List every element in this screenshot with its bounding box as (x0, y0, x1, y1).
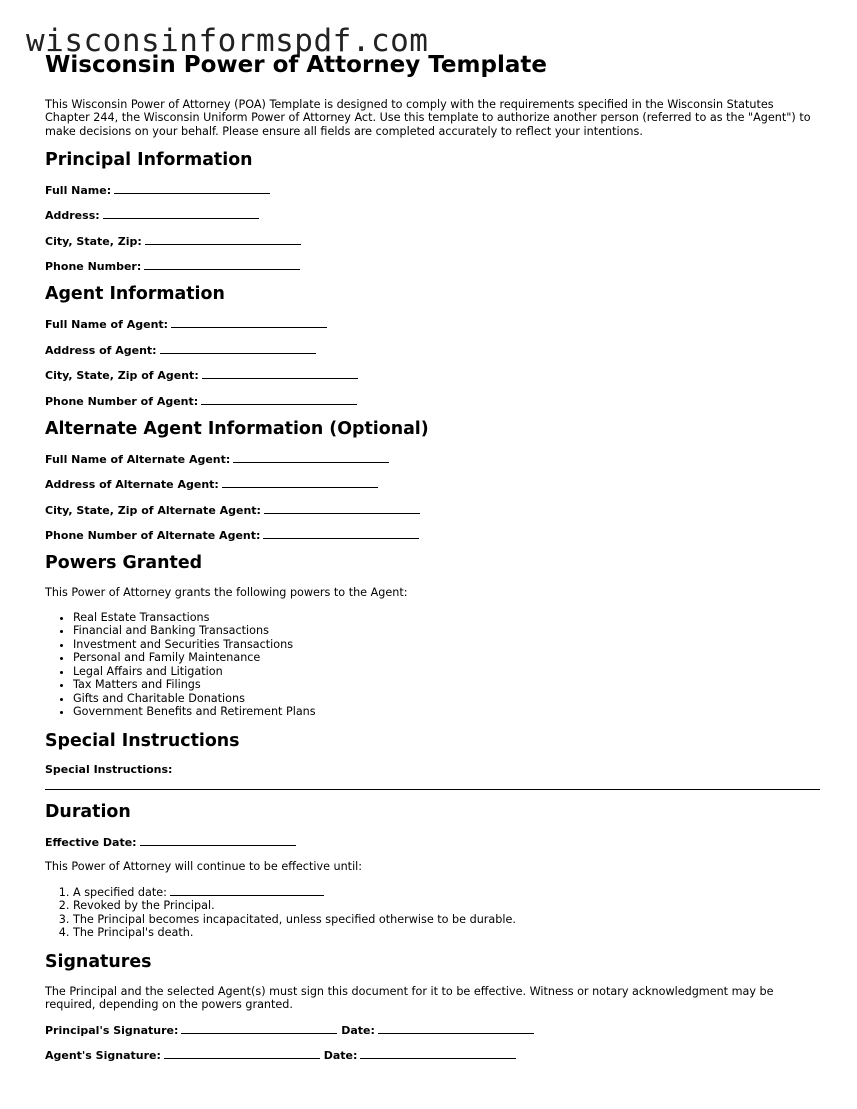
field-label: Phone Number of Agent: (45, 394, 199, 408)
agent-heading: Agent Information (45, 284, 225, 305)
principal-city-state-zip-field[interactable] (45, 234, 820, 248)
field-label: Full Name of Alternate Agent: (45, 452, 231, 466)
special-instructions-label: Special Instructions: (45, 763, 173, 777)
principal-full-name-field[interactable] (45, 183, 820, 197)
field-label: Address of Agent: (45, 343, 157, 357)
duration-list (45, 885, 820, 940)
field-label: Effective Date: (45, 836, 137, 850)
signatures-text: The Principal and the selected Agent(s) must sign this document for it to be effective. Witness or notary acknowledgment may be required, depending on the powers granted. (45, 984, 774, 1012)
blank-line[interactable] (181, 1023, 337, 1034)
blank-line[interactable] (202, 368, 358, 379)
field-label: Principal's Signature: (45, 1023, 179, 1037)
field-label: Full Name of Agent: (45, 318, 169, 332)
list-item: • Personal and Family Maintenance (73, 651, 820, 665)
list-item: • Legal Affairs and Litigation (73, 665, 820, 679)
list-item: 4. The Principal's death. (73, 926, 820, 940)
document-page (45, 52, 820, 1062)
field-label: Date: (341, 1023, 375, 1037)
blank-line[interactable] (164, 1048, 320, 1059)
powers-intro: This Power of Attorney grants the following powers to the Agent: (45, 586, 408, 600)
alternate-address-field[interactable] (45, 477, 820, 491)
list-item: • Tax Matters and Filings (73, 678, 820, 692)
agent-signature-field[interactable] (45, 1048, 820, 1062)
duration-heading: Duration (45, 802, 131, 823)
alternate-full-name-field[interactable] (45, 452, 820, 466)
field-label: Date: (323, 1049, 358, 1063)
special-instructions-line[interactable] (45, 789, 820, 790)
blank-line[interactable] (264, 503, 420, 514)
agent-phone-field[interactable] (45, 394, 820, 408)
field-label: Address of Alternate Agent: (45, 478, 219, 492)
list-item: • Gifts and Charitable Donations (73, 692, 820, 706)
principal-phone-field[interactable] (45, 259, 820, 273)
blank-line[interactable] (171, 317, 327, 328)
effective-date-field[interactable] (45, 835, 820, 849)
list-item: • Government Benefits and Retirement Plans (73, 705, 820, 719)
blank-line[interactable] (222, 477, 378, 488)
powers-heading: Powers Granted (45, 553, 203, 574)
intro-paragraph: This Wisconsin Power of Attorney (POA) Template is designed to comply with the requirements specified in the Wisconsin Statutes Chapter 244, the Wisconsin Uniform Power of Attorney Act. Use this template to authorize another person (referred to as the "Agent") to make decisions on your behalf. Please ensure all fields are completed accurately to reflect your intentions. (45, 97, 811, 138)
blank-line[interactable] (378, 1023, 534, 1034)
alternate-city-state-zip-field[interactable] (45, 503, 820, 517)
field-label: Phone Number of Alternate Agent: (45, 529, 261, 543)
blank-line[interactable] (140, 835, 296, 846)
field-label: City, State, Zip: (45, 234, 142, 248)
field-label: City, State, Zip of Agent: (45, 369, 199, 383)
duration-intro: This Power of Attorney will continue to be effective until: (45, 860, 363, 874)
field-label: Agent's Signature: (45, 1049, 161, 1063)
blank-line[interactable] (145, 234, 301, 245)
field-label: City, State, Zip of Alternate Agent: (45, 503, 261, 517)
field-label: Full Name: (45, 183, 112, 197)
watermark-text: wisconsinformspdf.com (26, 23, 429, 59)
agent-full-name-field[interactable] (45, 317, 820, 331)
blank-line[interactable] (233, 452, 389, 463)
field-label: Address: (45, 209, 100, 223)
list-item: • Financial and Banking Transactions (73, 624, 820, 638)
alternate-phone-field[interactable] (45, 528, 820, 542)
list-item: • Real Estate Transactions (73, 611, 820, 625)
blank-line[interactable] (360, 1048, 516, 1059)
field-label: Phone Number: (45, 260, 142, 274)
special-instructions-heading: Special Instructions (45, 730, 240, 751)
signatures-heading: Signatures (45, 951, 152, 972)
blank-line[interactable] (170, 885, 324, 896)
blank-line[interactable] (114, 183, 270, 194)
blank-line[interactable] (144, 259, 300, 270)
list-item: • Investment and Securities Transactions (73, 638, 820, 652)
list-item: 3. The Principal becomes incapacitated, unless specified otherwise to be durable. (73, 913, 820, 927)
alternate-agent-heading: Alternate Agent Information (Optional) (45, 418, 429, 439)
powers-list (45, 611, 820, 719)
principal-signature-field[interactable] (45, 1023, 820, 1037)
principal-heading: Principal Information (45, 150, 253, 171)
blank-line[interactable] (160, 343, 316, 354)
page-title: Wisconsin Power of Attorney Template (45, 52, 547, 78)
agent-city-state-zip-field[interactable] (45, 368, 820, 382)
blank-line[interactable] (103, 208, 259, 219)
list-item: 2. Revoked by the Principal. (73, 899, 820, 913)
blank-line[interactable] (201, 394, 357, 405)
list-item: 1. A specified date: (73, 885, 820, 900)
agent-address-field[interactable] (45, 343, 820, 357)
principal-address-field[interactable] (45, 208, 820, 222)
blank-line[interactable] (263, 528, 419, 539)
